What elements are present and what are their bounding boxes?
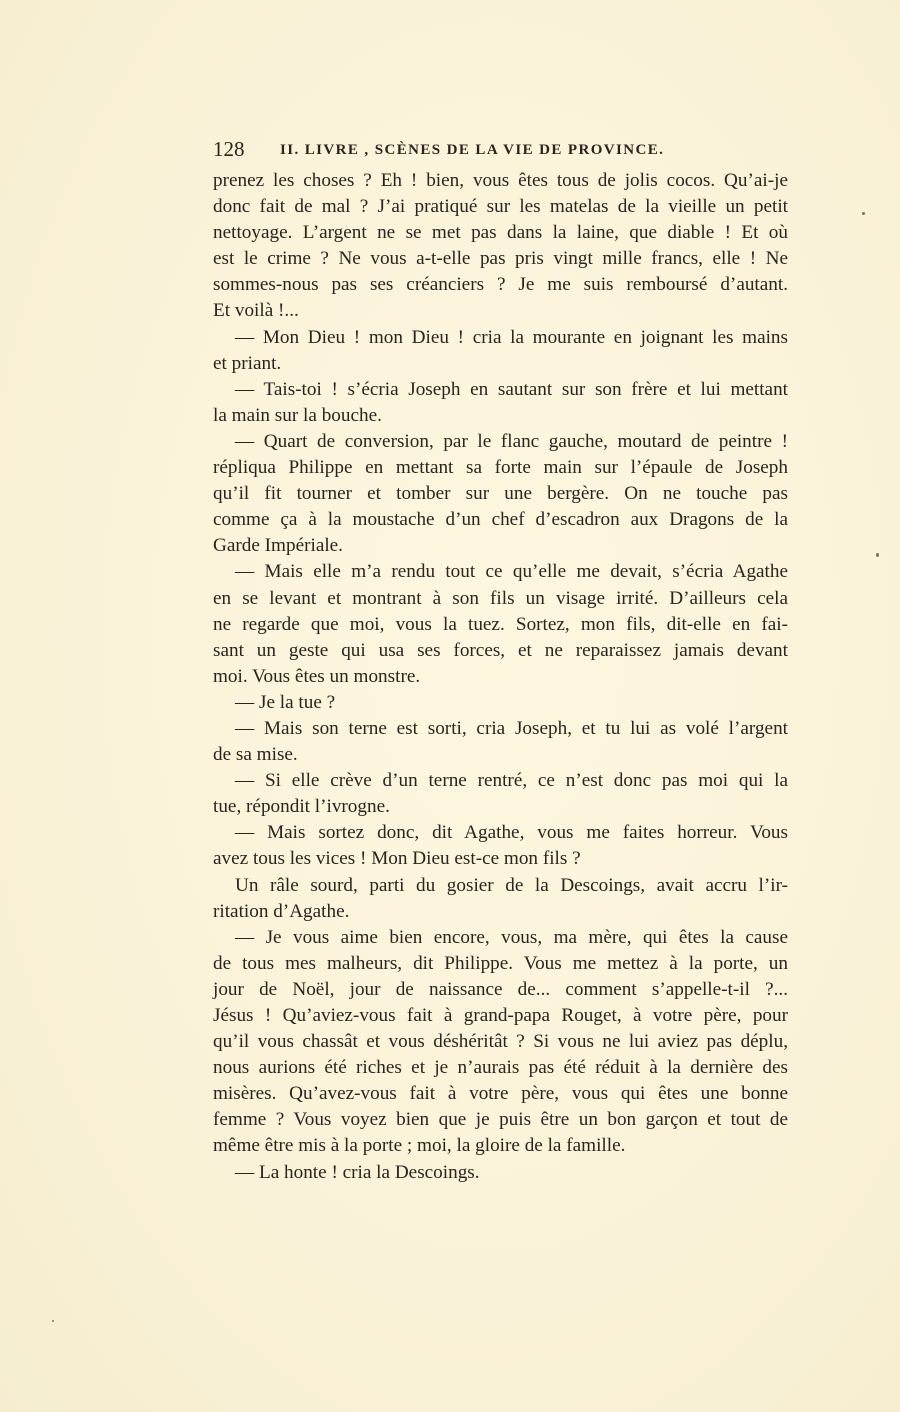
paragraph [213, 873, 788, 925]
paragraph [213, 168, 788, 325]
text-line: même être mis à la porte ; moi, la gloire de la famille. [213, 1135, 626, 1157]
text-line: la main sur la bouche. [213, 404, 382, 426]
paragraph [213, 768, 788, 820]
text-line: de tous mes malheurs, dit Philippe. Vous me mettez à la porte, un [213, 952, 788, 974]
text-line: moi. Vous êtes un monstre. [213, 665, 421, 687]
text-line: — Mais elle m’a rendu tout ce qu’elle me devait, s’écria Agathe [235, 561, 788, 583]
paper-speck [862, 212, 865, 215]
paragraph [213, 429, 788, 559]
text-line: — Mais sortez donc, dit Agathe, vous me faites horreur. Vous [235, 822, 788, 844]
text-line: Garde Impériale. [213, 535, 343, 557]
paper-speck [876, 553, 879, 557]
text-line: et priant. [213, 352, 282, 374]
text-line: ne regarde que moi, vous la tuez. Sortez, mon fils, dit-elle en fai- [213, 613, 788, 635]
text-line: qu’il vous chassât et vous déshéritât ? Si vous ne lui aviez pas déplu, [213, 1031, 788, 1053]
text-line: Et voilà !... [213, 300, 299, 322]
text-line: Un râle sourd, parti du gosier de la Descoings, avait accru l’ir- [235, 874, 788, 896]
text-line: répliqua Philippe en mettant sa forte main sur l’épaule de Joseph [213, 457, 788, 479]
text-line: nettoyage. L’argent ne se met pas dans la laine, que diable ! Et où [213, 222, 788, 244]
text-line: — La honte ! cria la Descoings. [235, 1161, 480, 1183]
paragraph [213, 1160, 788, 1186]
text-line: femme ? Vous voyez bien que je puis être un bon garçon et tout de [213, 1109, 788, 1131]
text-line: qu’il fit tourner et tomber sur une bergère. On ne touche pas [213, 483, 788, 505]
text-line: — Si elle crève d’un terne rentré, ce n’est donc pas moi qui la [235, 770, 788, 792]
text-line: prenez les choses ? Eh ! bien, vous êtes tous de jolis cocos. Qu’ai-je [213, 170, 788, 191]
text-line: ritation d’Agathe. [213, 900, 350, 922]
running-title: II. LIVRE , SCÈNES DE LA VIE DE PROVINCE. [280, 142, 665, 158]
text-line: — Je la tue ? [235, 691, 336, 713]
text-line: — Je vous aime bien encore, vous, ma mère, qui êtes la cause [235, 926, 788, 948]
text-line: sant un geste qui usa ses forces, et ne reparaissez jamais devant [213, 639, 788, 661]
paragraph [213, 716, 788, 768]
text-line: de sa mise. [213, 744, 298, 766]
text-line: donc fait de mal ? J’ai pratiqué sur les matelas de la vieille un petit [213, 196, 788, 218]
paragraph [213, 925, 788, 1160]
text-line: sommes-nous pas ses créanciers ? Je me suis remboursé d’autant. [213, 274, 788, 296]
text-line: jour de Noël, jour de naissance de... comment s’appelle-t-il ?... [213, 978, 788, 1000]
text-line: en se levant et montrant à son fils un visage irrité. D’ailleurs cela [213, 587, 788, 609]
paragraph [213, 690, 788, 716]
paragraph [213, 820, 788, 872]
text-line: Jésus ! Qu’aviez-vous fait à grand-papa Rouget, à votre père, pour [213, 1005, 788, 1026]
paragraph [213, 325, 788, 377]
text-line: — Mon Dieu ! mon Dieu ! cria la mourante en joignant les mains [235, 326, 788, 348]
paragraph [213, 559, 788, 689]
body-text [213, 168, 788, 1186]
paper-speck [52, 1320, 54, 1322]
text-line: avez tous les vices ! Mon Dieu est-ce mon fils ? [213, 848, 581, 870]
text-line: nous aurions été riches et je n’aurais pas été réduit à la dernière des [213, 1057, 788, 1079]
text-line: est le crime ? Ne vous a-t-elle pas pris vingt mille francs, elle ! Ne [213, 248, 788, 270]
text-line: — Tais-toi ! s’écria Joseph en sautant sur son frère et lui mettant [235, 378, 788, 400]
text-line: — Mais son terne est sorti, cria Joseph, et tu lui as volé l’argent [235, 717, 788, 739]
paragraph [213, 377, 788, 429]
page-number: 128 [213, 137, 245, 161]
text-line: tue, répondit l’ivrogne. [213, 796, 390, 818]
text-line: misères. Qu’avez-vous fait à votre père, vous qui êtes une bonne [213, 1083, 788, 1105]
text-line: — Quart de conversion, par le flanc gauche, moutard de peintre ! [235, 430, 788, 452]
text-line: comme ça à la moustache d’un chef d’escadron aux Dragons de la [213, 509, 788, 531]
running-head [213, 136, 788, 162]
